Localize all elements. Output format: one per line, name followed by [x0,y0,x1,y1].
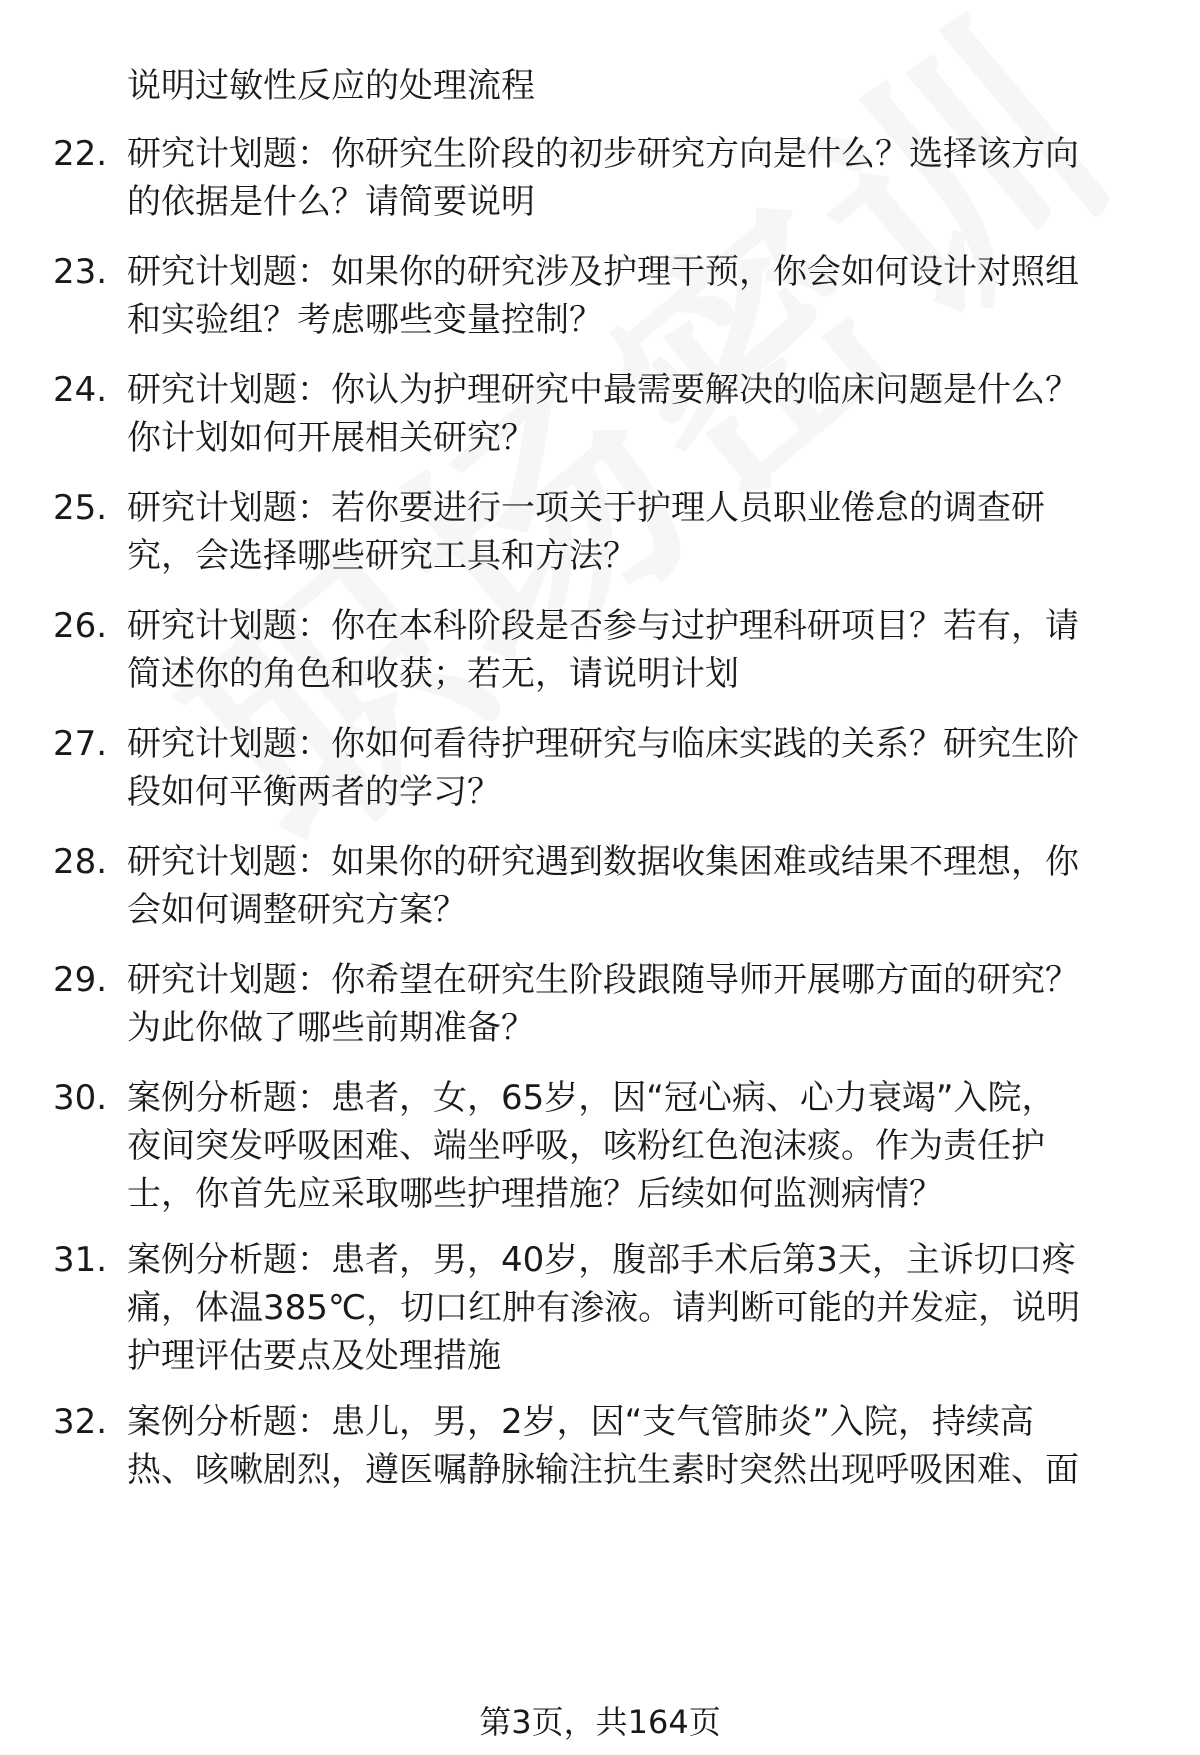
question-text-line: 士，你首先应采取哪些护理措施？后续如何监测病情？ [127,1174,943,1214]
question-number: 32. [53,1402,108,1442]
question-text-line: 研究计划题：你希望在研究生阶段跟随导师开展哪方面的研究？ [127,960,1079,1000]
page-footer: 第3页，共164页 [479,1703,721,1741]
question-text-line: 护理评估要点及处理措施 [127,1336,501,1376]
question-text-line: 案例分析题：患者，男，40岁，腹部手术后第3天，主诉切口疼 [127,1240,1076,1280]
question-number: 27. [53,724,108,764]
question-number: 30. [53,1078,108,1118]
question-text-line: 你计划如何开展相关研究？ [127,418,535,458]
question-text [127,130,1147,226]
question-text [127,956,1147,1052]
question-text [127,248,1147,344]
question-text-line: 夜间突发呼吸困难、端坐呼吸，咳粉红色泡沫痰。作为责任护 [127,1126,1045,1166]
question-text-line: 案例分析题：患者，女，65岁，因“冠心病、心力衰竭”入院， [127,1078,1056,1118]
question-text-line: 热、咳嗽剧烈，遵医嘱静脉输注抗生素时突然出现呼吸困难、面 [127,1450,1079,1490]
question-text-line: 痛，体温385℃，切口红肿有渗液。请判断可能的并发症，说明 [127,1288,1081,1328]
question-number: 29. [53,960,108,1000]
question-number: 24. [53,370,108,410]
question-text-line: 研究计划题：你研究生阶段的初步研究方向是什么？选择该方向 [127,134,1079,174]
question-text-line: 研究计划题：你认为护理研究中最需要解决的临床问题是什么？ [127,370,1079,410]
question-text-line: 和实验组？考虑哪些变量控制？ [127,300,603,340]
question-text [127,838,1147,934]
question-text-line: 为此你做了哪些前期准备？ [127,1008,535,1048]
question-text-line: 的依据是什么？请简要说明 [127,182,535,222]
question-text [127,1236,1147,1380]
question-text [127,366,1147,462]
question-number: 26. [53,606,108,646]
question-number: 25. [53,488,108,528]
question-number: 22. [53,134,108,174]
question-text-line: 案例分析题：患儿，男，2岁，因“支气管肺炎”入院，持续高 [127,1402,1034,1442]
question-text-line: 段如何平衡两者的学习？ [127,772,501,812]
question-text-line: 研究计划题：如果你的研究涉及护理干预，你会如何设计对照组 [127,252,1079,292]
question-text-line: 研究计划题：你在本科阶段是否参与过护理科研项目？若有，请 [127,606,1079,646]
question-text [127,1398,1147,1494]
question-number: 31. [53,1240,108,1280]
question-text [127,1074,1147,1218]
question-text [127,720,1147,816]
question-text-line: 究，会选择哪些研究工具和方法？ [127,536,637,576]
question-text-line: 会如何调整研究方案？ [127,890,467,930]
question-number: 28. [53,842,108,882]
question-text [127,602,1147,698]
question-text-line: 研究计划题：你如何看待护理研究与临床实践的关系？研究生阶 [127,724,1079,764]
question-text-line: 研究计划题：若你要进行一项关于护理人员职业倦怠的调查研 [127,488,1045,528]
question-number: 23. [53,252,108,292]
question-text-line: 研究计划题：如果你的研究遇到数据收集困难或结果不理想，你 [127,842,1079,882]
continued-text-line: 说明过敏性反应的处理流程 [127,66,535,106]
question-text [127,484,1147,580]
question-text-line: 简述你的角色和收获；若无，请说明计划 [127,654,739,694]
